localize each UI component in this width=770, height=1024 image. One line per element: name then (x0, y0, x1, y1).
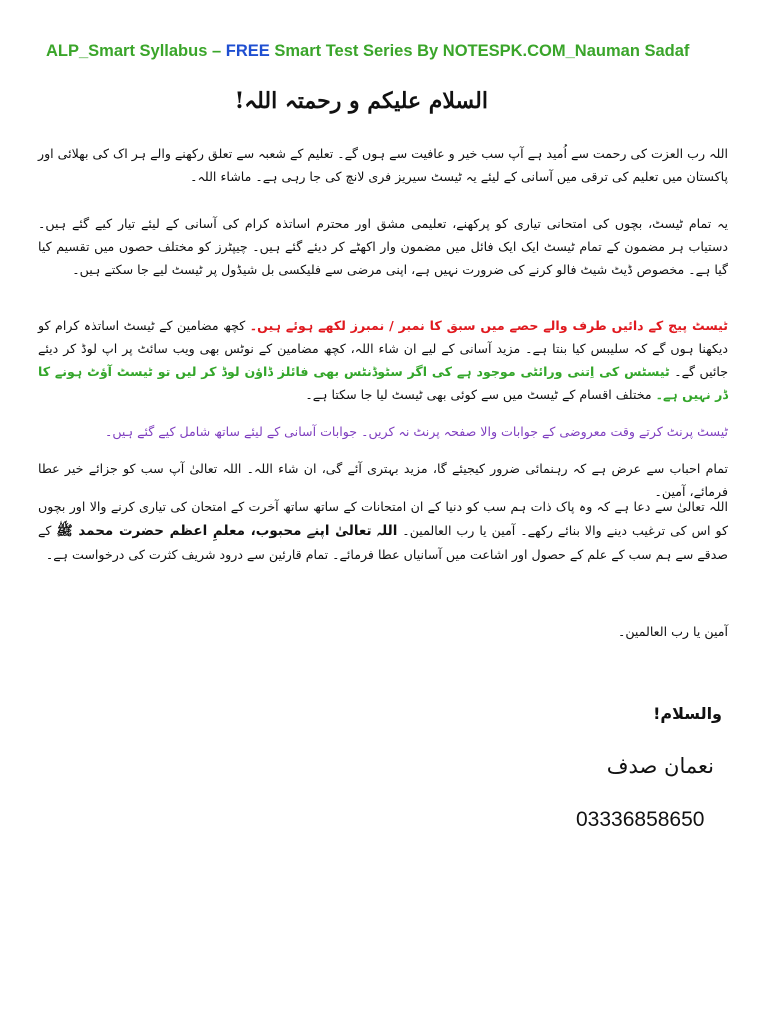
phone-number: 03336858650 (576, 808, 705, 831)
paragraph-dua (38, 495, 728, 567)
paragraph-amen: آمین یا رب العالمین۔ (617, 624, 728, 639)
dua-bold: اللہ تعالیٰ اپنے محبوب، معلمِ اعظم حضرت محمد ﷺ (56, 523, 398, 539)
variety-note: ٹیسٹس کی اِتنی ورائٹی موجود ہے کی اگر سٹوڈنٹس بھی فائلز ڈاؤن لوڈ کر لیں تو ٹیسٹ آؤٹ ہونے کا ڈر نہیں ہے۔ (38, 364, 728, 402)
header-prefix: ALP_Smart Syllabus – (46, 42, 226, 60)
closing-salutation: والسلام! (653, 704, 722, 723)
paragraph-request: تمام احباب سے عرض ہے کہ رہنمائی ضرور کیجیئے گا، مزید بہتری آئے گی، ان شاء اللہ۔ اللہ تعالیٰ آپ سب کو جزائے خیر عطا فرمائے، آمین۔ (38, 461, 728, 499)
chapter-note: ٹیسٹ پیج کے دائیں طرف والے حصے میں سبق کا نمبر / نمبرز لکھے ہوئے ہیں۔ (249, 318, 729, 333)
dua-text-a: اللہ تعالیٰ سے دعا ہے کہ وہ پاک ذات ہم سب کو دنیا کے ان امتحانات کے ساتھ ساتھ آخرت کے امتحان کی تیاری کرنے والا اور بچوں کو اس کی ترغیب دینے والا بنائے رکھے۔ آمین یا رب العالمین۔ (38, 499, 728, 538)
paragraph-print-note: ٹیسٹ پرنٹ کرتے وقت معروضی کے جوابات والا صفحہ پرنٹ نہ کریں۔ جوابات آسانی کے لیئے ساتھ شامل کیے گئے ہیں۔ (104, 424, 728, 439)
instructions-text-a: کچھ مضامین کے ٹیسٹ اساتذہ کرام کو دیکھنا ہوں گے کہ سلیبس کیا بنتا ہے۔ مزید آسانی کے لیے ان شاء اللہ، کچھ مضامین کے نوٹس بھی ویب سائٹ پر اپ لوڈ کر دیئے جائیں گے۔ (38, 318, 728, 379)
dua-text-b: کے صدقے سے ہم سب کے علم کے حصول اور اشاعت میں آسانیاں عطا فرمائے۔ تمام قارئین سے درود شریف کثرت کی درخواست ہے۔ (38, 523, 728, 562)
paragraph-intro: اللہ رب العزت کی رحمت سے اُمید ہے آپ سب خیر و عافیت سے ہوں گے۔ تعلیم کے شعبہ سے تعلق رکھنے والے ہر اک کی بھلائی اور پاکستان میں تعلیم کی ترقی میں آسانی کے لیئے یہ ٹیسٹ سیریز فری لانچ کی جا رہی ہے۔ ماشاء اللہ۔ (38, 146, 728, 184)
author-name: نعمان صدف (606, 754, 714, 778)
paragraph-tests: یہ تمام ٹیسٹ، بچوں کی امتحانی تیاری کو پرکھنے، تعلیمی مشق اور محترم اساتذہ کرام کی آسانی کے لیئے تیار کیے گئے ہیں۔ دستیاب ہر مضمون کے تمام ٹیسٹ ایک ایک فائل میں مضمون وار اکھٹے کر دیئے گئے ہیں۔ چیپٹرز کو مختلف حصوں میں تقسیم کیا گیا ہے۔ مخصوص ڈیٹ شیٹ فالو کرنے کی ضرورت نہیں ہے، اپنی مرضی سے فلیکسی بل شیڈول پر ٹیسٹ لیے جا سکتے ہیں۔ (38, 216, 728, 277)
paragraph-instructions (38, 314, 728, 406)
header-free: FREE (225, 42, 270, 60)
header-suffix: Smart Test Series By NOTESPK.COM_Nauman Sadaf (269, 42, 690, 60)
instructions-text-b: مختلف اقسام کے ٹیسٹ میں سے کوئی بھی ٹیسٹ لیا جا سکتا ہے۔ (305, 387, 656, 402)
greeting: السلام علیکم و رحمتہ اللہ! (234, 88, 488, 114)
header-banner (46, 42, 736, 61)
